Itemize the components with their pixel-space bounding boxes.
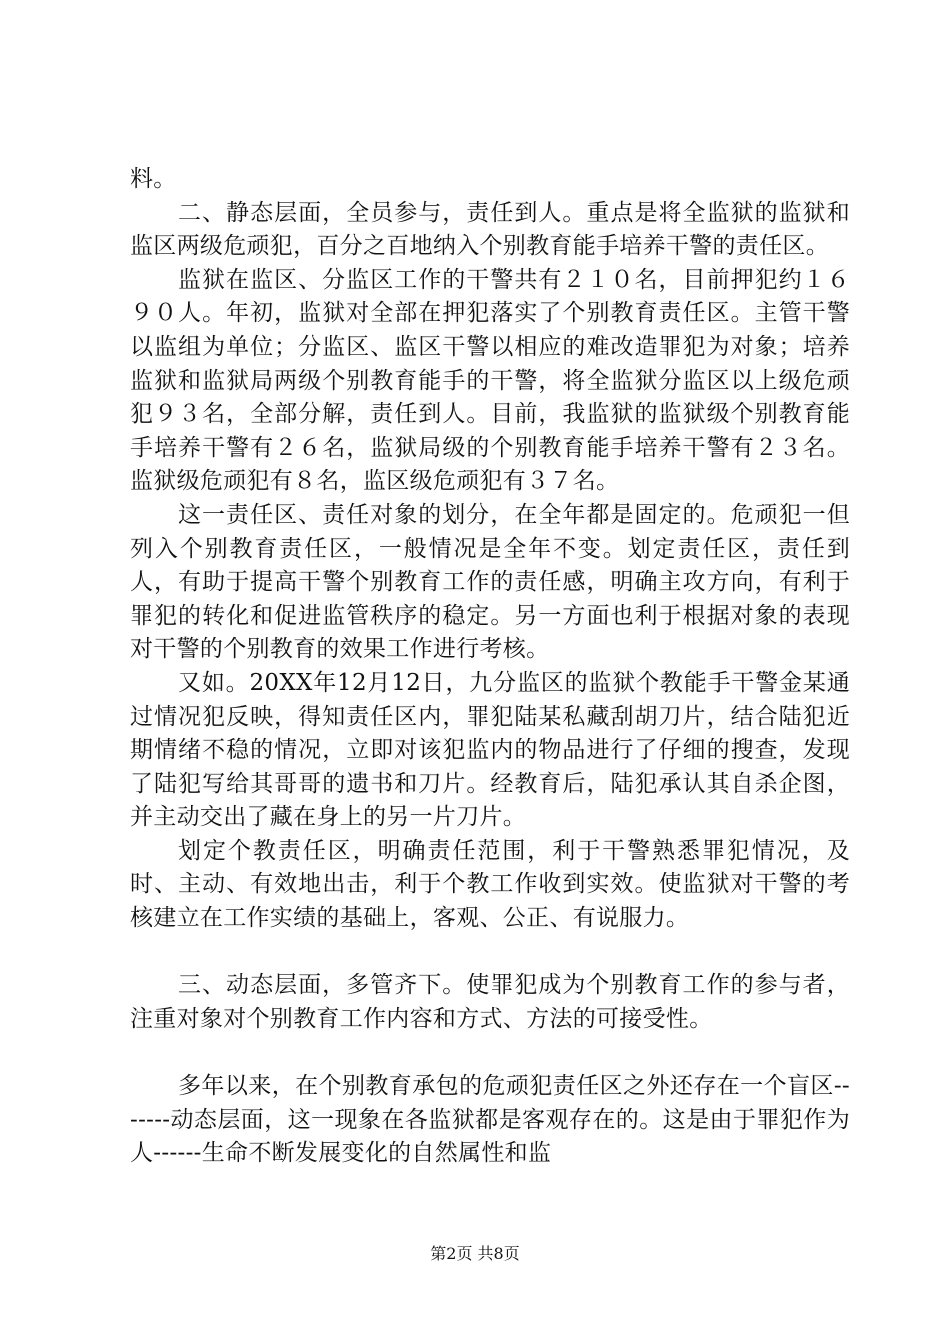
paragraph-staff-statistics: 监狱在监区、分监区工作的干警共有２１０名，目前押犯约１６９０人。年初，监狱对全部在押犯落实了个别教育责任区。主管干警以监组为单位；分监区、监区干警以相应的难改造罪犯为对象；培养监狱和监狱局两级个别教育能手的干警，将全监狱分监区以上级危顽犯９３名，全部分解，责任到人。目前，我监狱的监狱级个别教育能手培养干警有２６名，监狱局级的个别教育能手培养干警有２３名。监狱级危顽犯有８名，监区级危顽犯有３７名。 xyxy=(130,266,850,495)
paragraph-continuation: 料。 xyxy=(130,166,177,192)
paragraph-static-level: 二、静态层面，全员参与，责任到人。重点是将全监狱的监狱和监区两级危顽犯，百分之百地纳入个别教育能手培养干警的责任区。 xyxy=(130,199,850,260)
paragraph-blind-zone: 多年以来，在个别教育承包的危顽犯责任区之外还存在一个盲区-------动态层面，这一现象在各监狱都是客观存在的。这是由于罪犯作为人------生命不断发展变化的自然属性和监 xyxy=(130,1073,850,1167)
paragraph-case-example: 又如。20XX年12月12日，九分监区的监狱个教能手干警金某通过情况犯反映，得知责任区内，罪犯陆某私藏刮胡刀片，结合陆犯近期情绪不稳的情况，立即对该犯监内的物品进行了仔细的搜查，发现了陆犯写给其哥哥的遗书和刀片。经教育后，陆犯承认其自杀企图，并主动交出了藏在身上的另一片刀片。 xyxy=(130,669,850,831)
paragraph-responsibility-benefits: 划定个教责任区，明确责任范围，利于干警熟悉罪犯情况，及时、主动、有效地出击，利于个教工作收到实效。使监狱对干警的考核建立在工作实绩的基础上，客观、公正、有说服力。 xyxy=(130,837,850,932)
paragraph-responsibility-division: 这一责任区、责任对象的划分，在全年都是固定的。危顽犯一但列入个别教育责任区，一般情况是全年不变。划定责任区，责任到人，有助于提高干警个别教育工作的责任感，明确主攻方向，有利于罪犯的转化和促进监管秩序的稳定。另一方面也利于根据对象的表现对干警的个别教育的效果工作进行考核。 xyxy=(130,501,850,663)
page-number-footer: 第2页 共8页 xyxy=(430,1244,520,1263)
paragraph-dynamic-level: 三、动态层面，多管齐下。使罪犯成为个别教育工作的参与者，注重对象对个别教育工作内容和方式、方法的可接受性。 xyxy=(130,972,850,1032)
document-body xyxy=(130,163,850,1171)
